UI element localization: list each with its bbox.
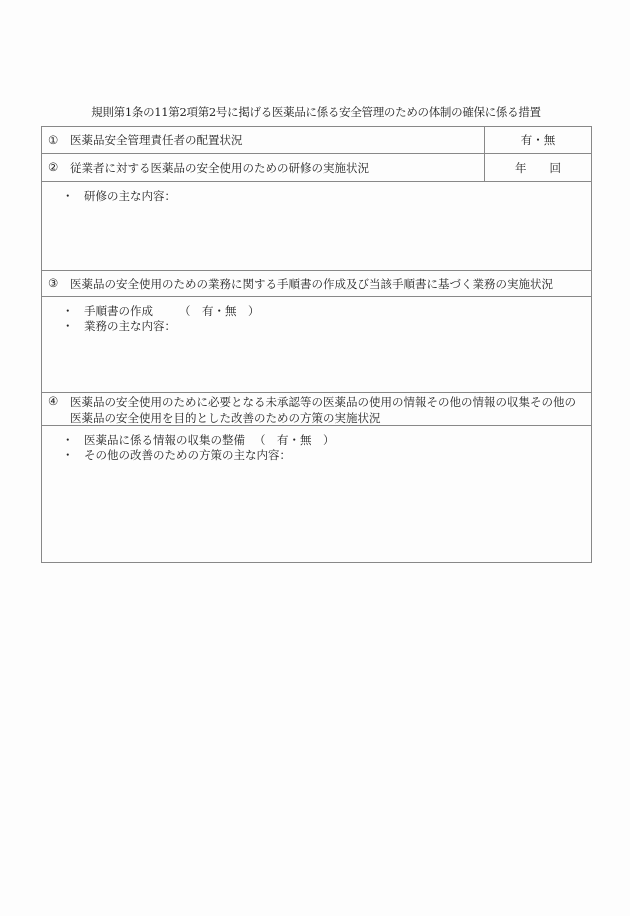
bullet-icon: ・ bbox=[62, 448, 74, 462]
row-number: ③ bbox=[48, 276, 59, 290]
document-title: 規則第1条の11第2項第2号に掲げる医薬品に係る安全管理のための体制の確保に係る措置 bbox=[91, 105, 541, 119]
row-manager-assignment bbox=[42, 127, 591, 154]
section4-body[interactable] bbox=[42, 426, 591, 563]
training-content-box[interactable] bbox=[42, 182, 591, 271]
improvement-content-label: その他の改善のための方策の主な内容： bbox=[84, 448, 291, 462]
list-item bbox=[62, 304, 583, 319]
info-collection-label: 医薬品に係る情報の収集の整備 bbox=[84, 433, 245, 447]
bullet-icon: ・ bbox=[62, 189, 74, 203]
yes-no-field[interactable]: 有・無 bbox=[520, 133, 556, 147]
training-content-label: 研修の主な内容： bbox=[84, 189, 176, 203]
yes-no-field[interactable]: （ 有・無 ） bbox=[254, 433, 335, 447]
times-per-year-field[interactable]: 年 回 bbox=[515, 161, 561, 175]
list-item bbox=[62, 319, 583, 334]
row-number: ② bbox=[48, 160, 59, 174]
section3-body[interactable] bbox=[42, 297, 591, 393]
section4-header bbox=[42, 393, 591, 426]
section-label: 医薬品の安全使用のための業務に関する手順書の作成及び当該手順書に基づく業務の実施状況 bbox=[70, 277, 553, 291]
list-item bbox=[62, 433, 583, 448]
row-label: 従業者に対する医薬品の安全使用のための研修の実施状況 bbox=[70, 161, 369, 175]
bullet-icon: ・ bbox=[62, 433, 74, 447]
safety-management-form bbox=[41, 126, 592, 563]
row-label: 医薬品安全管理責任者の配置状況 bbox=[70, 133, 243, 147]
list-item bbox=[62, 189, 583, 204]
bullet-icon: ・ bbox=[62, 304, 74, 318]
procedure-creation-label: 手順書の作成 bbox=[84, 304, 153, 318]
yes-no-field[interactable]: （ 有・無 ） bbox=[179, 304, 260, 318]
row-number: ④ bbox=[48, 394, 59, 408]
row-number: ① bbox=[48, 133, 59, 147]
list-item bbox=[62, 448, 583, 463]
row-training-status bbox=[42, 154, 591, 182]
section3-header bbox=[42, 271, 591, 297]
work-content-label: 業務の主な内容： bbox=[84, 319, 176, 333]
section-label: 医薬品の安全使用のために必要となる未承認等の医薬品の使用の情報その他の情報の収集その他の医薬品の安全使用を目的とした改善のための方策の実施状況 bbox=[70, 395, 576, 425]
bullet-icon: ・ bbox=[62, 319, 74, 333]
